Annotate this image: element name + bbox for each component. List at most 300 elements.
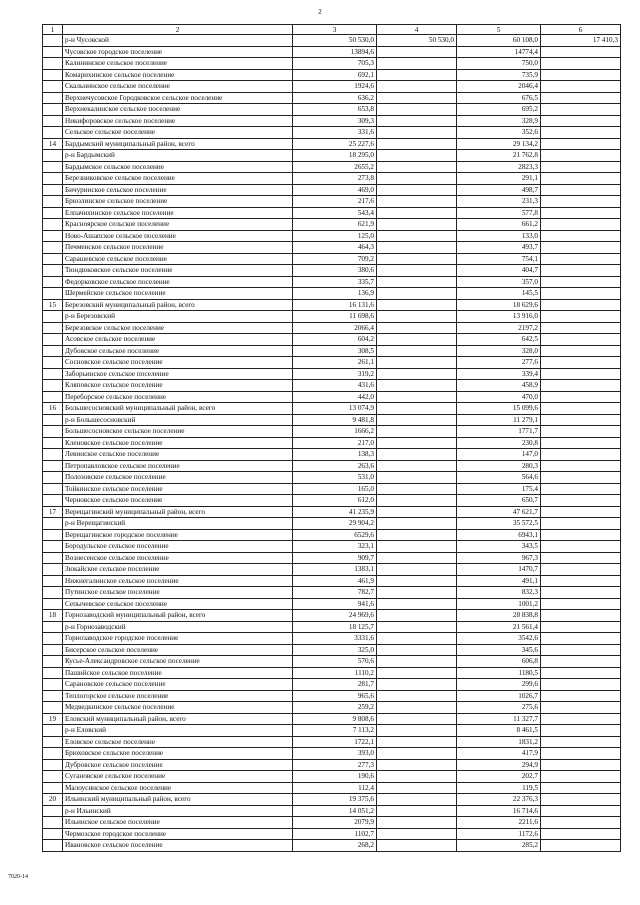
territory-name-cell: Верхнечусовское Городковское сельское поселение [63,92,293,104]
territory-name-cell: р-н Березовский [63,311,293,323]
value-col6-cell [541,230,621,242]
table-row [43,449,621,461]
value-col3-cell: 692,1 [293,69,377,81]
territory-name-cell: Сепычевское сельское поселение [63,598,293,610]
table-row [43,161,621,173]
value-col6-cell [541,426,621,438]
value-col5-cell: 291,1 [457,173,541,185]
table-row [43,598,621,610]
value-col6-cell [541,414,621,426]
value-col5-cell: 35 572,5 [457,518,541,530]
value-col5-cell: 60 108,0 [457,35,541,47]
value-col4-cell [377,46,457,58]
value-col3-cell: 9 808,6 [293,713,377,725]
territory-name-cell: р-н Бардымский [63,150,293,162]
territory-name-cell: Левинское сельское поселение [63,449,293,461]
value-col4-cell [377,322,457,334]
value-col4-cell [377,311,457,323]
value-col4-cell [377,196,457,208]
value-col3-cell: 469,0 [293,184,377,196]
value-col3-cell: 319,2 [293,368,377,380]
territory-name-cell: Сельское сельское поселение [63,127,293,139]
table-row [43,552,621,564]
value-col6-cell [541,92,621,104]
table-row [43,564,621,576]
value-col6-cell [541,345,621,357]
territory-name-cell: Комарихинское сельское поселение [63,69,293,81]
value-col4-cell [377,115,457,127]
table-row [43,207,621,219]
row-number-cell [43,575,63,587]
value-col3-cell: 461,9 [293,575,377,587]
row-number-cell [43,242,63,254]
value-col5-cell: 343,5 [457,541,541,553]
value-col6-cell [541,311,621,323]
table-row [43,702,621,714]
value-col6-cell [541,104,621,116]
table-row [43,725,621,737]
value-col6-cell [541,736,621,748]
territory-name-cell: Никифоровское сельское поселение [63,115,293,127]
value-col4-cell [377,92,457,104]
table-row [43,736,621,748]
value-col6-cell [541,621,621,633]
value-col3-cell: 125,0 [293,230,377,242]
value-col6-cell [541,115,621,127]
territory-name-cell: Переборское сельское поселение [63,391,293,403]
value-col6-cell [541,242,621,254]
value-col6-cell [541,46,621,58]
table-row [43,690,621,702]
value-col5-cell: 277,6 [457,357,541,369]
territory-name-cell: Заборьинское сельское поселение [63,368,293,380]
territory-name-cell: р-н Чусовской [63,35,293,47]
row-number-cell [43,817,63,829]
value-col3-cell: 325,0 [293,644,377,656]
value-col4-cell [377,667,457,679]
value-col6-cell [541,840,621,852]
row-number-cell [43,679,63,691]
row-number-cell [43,840,63,852]
value-col6-cell [541,276,621,288]
value-col5-cell: 16 714,6 [457,805,541,817]
territory-name-cell: Полозовское сельское поселение [63,472,293,484]
value-col5-cell: 1470,7 [457,564,541,576]
value-col6-cell [541,690,621,702]
value-col3-cell: 309,3 [293,115,377,127]
value-col5-cell: 357,0 [457,276,541,288]
value-col6-cell [541,219,621,231]
row-number-cell [43,173,63,185]
territory-name-cell: Пашийское сельское поселение [63,667,293,679]
value-col5-cell: 832,3 [457,587,541,599]
table-row [43,679,621,691]
row-number-cell [43,391,63,403]
value-col6-cell [541,265,621,277]
value-col3-cell: 2655,2 [293,161,377,173]
value-col6-cell [541,403,621,415]
row-number-cell [43,633,63,645]
value-col3-cell: 636,2 [293,92,377,104]
value-col6-cell [541,58,621,70]
value-col5-cell: 328,0 [457,345,541,357]
value-col3-cell: 442,0 [293,391,377,403]
row-number-cell: 16 [43,403,63,415]
value-col3-cell: 263,6 [293,460,377,472]
column-header: 6 [541,25,621,35]
value-col6-cell [541,173,621,185]
territory-name-cell: Ново-Ашапское сельское поселение [63,230,293,242]
value-col5-cell: 650,7 [457,495,541,507]
value-col6-cell [541,702,621,714]
value-col5-cell: 18 629,6 [457,299,541,311]
value-col6-cell [541,449,621,461]
value-col3-cell: 393,0 [293,748,377,760]
value-col4-cell [377,230,457,242]
row-number-cell [43,621,63,633]
value-col6-cell [541,127,621,139]
territory-name-cell: р-н Горнозаводский [63,621,293,633]
value-col4-cell [377,345,457,357]
territory-name-cell: Горнозаводский муниципальный район, всего [63,610,293,622]
value-col5-cell: 564,6 [457,472,541,484]
value-col4-cell [377,253,457,265]
value-col4-cell [377,679,457,691]
value-col4-cell [377,460,457,472]
value-col4-cell [377,265,457,277]
row-number-cell [43,564,63,576]
value-col6-cell [541,794,621,806]
value-col3-cell: 2066,4 [293,322,377,334]
value-col6-cell [541,541,621,553]
value-col5-cell: 606,8 [457,656,541,668]
value-col4-cell [377,495,457,507]
value-col6-cell [541,161,621,173]
value-col5-cell: 285,2 [457,840,541,852]
value-col5-cell: 2823,3 [457,161,541,173]
value-col6-cell [541,391,621,403]
value-col4-cell [377,380,457,392]
value-col5-cell: 328,9 [457,115,541,127]
value-col5-cell: 6943,1 [457,529,541,541]
table-row [43,437,621,449]
value-col5-cell: 202,7 [457,771,541,783]
table-row [43,656,621,668]
value-col4-cell [377,690,457,702]
value-col3-cell: 705,3 [293,58,377,70]
value-col4-cell [377,598,457,610]
value-col4-cell [377,104,457,116]
value-col6-cell [541,529,621,541]
value-col6-cell [541,322,621,334]
value-col3-cell: 1102,7 [293,828,377,840]
territory-name-cell: Скальнинское сельское поселение [63,81,293,93]
row-number-cell [43,656,63,668]
table-row [43,840,621,852]
row-number-cell [43,345,63,357]
table-row [43,426,621,438]
value-col4-cell [377,368,457,380]
row-number-cell: 14 [43,138,63,150]
table-row [43,230,621,242]
row-number-cell [43,196,63,208]
row-number-cell [43,771,63,783]
value-col5-cell: 299,6 [457,679,541,691]
table-row [43,495,621,507]
territory-name-cell: р-н Верещагинский [63,518,293,530]
value-col3-cell: 331,6 [293,127,377,139]
territory-name-cell: Чусовское городское поселение [63,46,293,58]
value-col6-cell [541,713,621,725]
row-number-cell [43,426,63,438]
table-row [43,610,621,622]
table-row [43,46,621,58]
territory-name-cell: Кленовское сельское поселение [63,437,293,449]
table-row [43,253,621,265]
table-row [43,196,621,208]
territory-name-cell: Асовское сельское поселение [63,334,293,346]
territory-name-cell: Кусье-Александровское сельское поселение [63,656,293,668]
value-col6-cell [541,644,621,656]
value-col6-cell [541,196,621,208]
territory-name-cell: Сосновское сельское поселение [63,357,293,369]
value-col3-cell: 1666,2 [293,426,377,438]
value-col6-cell [541,610,621,622]
table-row [43,817,621,829]
table-row [43,621,621,633]
row-number-cell [43,253,63,265]
value-col6-cell [541,81,621,93]
territory-name-cell: Ильинское сельское поселение [63,817,293,829]
value-col4-cell [377,184,457,196]
value-col3-cell: 41 235,9 [293,506,377,518]
value-col5-cell: 1180,5 [457,667,541,679]
table-row [43,138,621,150]
value-col5-cell: 1001,2 [457,598,541,610]
row-number-cell [43,449,63,461]
row-number-cell [43,265,63,277]
value-col4-cell [377,357,457,369]
value-col6-cell [541,357,621,369]
value-col3-cell: 543,4 [293,207,377,219]
territory-name-cell: Брюховское сельское поселение [63,748,293,760]
value-col6-cell [541,598,621,610]
value-col3-cell: 2079,9 [293,817,377,829]
row-number-cell [43,644,63,656]
row-number-cell [43,529,63,541]
value-col5-cell: 11 327,7 [457,713,541,725]
value-col4-cell [377,127,457,139]
value-col6-cell [541,483,621,495]
value-col5-cell: 22 376,3 [457,794,541,806]
row-number-cell [43,598,63,610]
value-col5-cell: 47 621,7 [457,506,541,518]
territory-name-cell: Красноярское сельское поселение [63,219,293,231]
value-col3-cell: 335,7 [293,276,377,288]
value-col3-cell: 273,8 [293,173,377,185]
column-header: 2 [63,25,293,35]
value-col3-cell: 464,3 [293,242,377,254]
value-col5-cell: 750,0 [457,58,541,70]
territory-name-cell: Петропавловское сельское поселение [63,460,293,472]
territory-name-cell: Сугановское сельское поселение [63,771,293,783]
territory-name-cell: Дубовское сельское поселение [63,345,293,357]
value-col4-cell [377,288,457,300]
territory-name-cell: Верещагинский муниципальный район, всего [63,506,293,518]
value-col3-cell: 50 530,0 [293,35,377,47]
territory-name-cell: Верещагинское городское поселение [63,529,293,541]
row-number-cell [43,587,63,599]
value-col5-cell: 21 561,4 [457,621,541,633]
value-col4-cell [377,276,457,288]
value-col6-cell: 17 410,3 [541,35,621,47]
column-header: 5 [457,25,541,35]
value-col5-cell: 735,9 [457,69,541,81]
territory-name-cell: Еловский муниципальный район, всего [63,713,293,725]
value-col5-cell: 21 762,8 [457,150,541,162]
value-col3-cell: 570,6 [293,656,377,668]
value-col3-cell: 9 481,8 [293,414,377,426]
row-number-cell: 19 [43,713,63,725]
territory-name-cell: Кляповское сельское поселение [63,380,293,392]
value-col3-cell: 3331,6 [293,633,377,645]
value-col5-cell: 967,3 [457,552,541,564]
table-row [43,104,621,116]
row-number-cell [43,495,63,507]
table-row [43,173,621,185]
value-col6-cell [541,460,621,472]
value-col5-cell: 230,8 [457,437,541,449]
territory-name-cell: Путинское сельское поселение [63,587,293,599]
value-col3-cell: 16 131,6 [293,299,377,311]
table-row [43,587,621,599]
value-col3-cell: 6529,6 [293,529,377,541]
value-col6-cell [541,667,621,679]
value-col5-cell: 14774,4 [457,46,541,58]
value-col5-cell: 1026,7 [457,690,541,702]
table-row [43,828,621,840]
row-number-cell [43,357,63,369]
table-row [43,748,621,760]
value-col4-cell [377,426,457,438]
value-col3-cell: 431,6 [293,380,377,392]
territory-name-cell: Березовский муниципальный район, всего [63,299,293,311]
territory-name-cell: Шермейское сельское поселение [63,288,293,300]
value-col3-cell: 380,6 [293,265,377,277]
value-col5-cell: 404,7 [457,265,541,277]
table-row [43,81,621,93]
value-col5-cell: 493,7 [457,242,541,254]
value-col5-cell: 28 838,8 [457,610,541,622]
value-col6-cell [541,69,621,81]
territory-name-cell: Печменское сельское поселение [63,242,293,254]
territory-name-cell: Сарановское сельское поселение [63,679,293,691]
value-col6-cell [541,587,621,599]
row-number-cell: 15 [43,299,63,311]
value-col4-cell [377,437,457,449]
value-col3-cell: 709,2 [293,253,377,265]
value-col5-cell: 294,9 [457,759,541,771]
table-row [43,759,621,771]
value-col3-cell: 18 295,0 [293,150,377,162]
row-number-cell [43,414,63,426]
table-row [43,150,621,162]
value-col4-cell [377,587,457,599]
row-number-cell [43,311,63,323]
value-col4-cell [377,817,457,829]
document-code: 7020-14 [8,874,28,880]
row-number-cell [43,368,63,380]
table-row [43,265,621,277]
value-col3-cell: 268,2 [293,840,377,852]
value-col3-cell: 217,0 [293,437,377,449]
value-col5-cell: 145,5 [457,288,541,300]
value-col6-cell [541,679,621,691]
value-col4-cell [377,219,457,231]
table-row [43,794,621,806]
value-col4-cell [377,564,457,576]
row-number-cell [43,725,63,737]
value-col5-cell: 11 279,1 [457,414,541,426]
row-number-cell: 17 [43,506,63,518]
value-col4-cell [377,518,457,530]
value-col3-cell: 308,5 [293,345,377,357]
territory-name-cell: Черновское сельское поселение [63,495,293,507]
table-row [43,575,621,587]
table-row [43,345,621,357]
value-col4-cell [377,69,457,81]
value-col4-cell [377,713,457,725]
table-row [43,460,621,472]
row-number-cell [43,184,63,196]
value-col5-cell: 642,5 [457,334,541,346]
row-number-cell [43,541,63,553]
table-row [43,644,621,656]
value-col5-cell: 15 099,6 [457,403,541,415]
value-col3-cell: 24 969,6 [293,610,377,622]
row-number-cell [43,276,63,288]
value-col3-cell: 621,9 [293,219,377,231]
row-number-cell [43,207,63,219]
row-number-cell [43,483,63,495]
territory-name-cell: Тюндюковское сельское поселение [63,265,293,277]
value-col5-cell: 2211,6 [457,817,541,829]
row-number-cell [43,518,63,530]
value-col5-cell: 13 916,0 [457,311,541,323]
value-col5-cell: 2197,2 [457,322,541,334]
value-col4-cell [377,334,457,346]
table-row [43,518,621,530]
table-row [43,713,621,725]
value-col4-cell [377,794,457,806]
value-col3-cell: 136,9 [293,288,377,300]
territory-name-cell: Ильинский муниципальный район, всего [63,794,293,806]
value-col6-cell [541,253,621,265]
value-col6-cell [541,552,621,564]
value-col4-cell [377,575,457,587]
row-number-cell [43,127,63,139]
value-col3-cell: 190,6 [293,771,377,783]
value-col3-cell: 1383,1 [293,564,377,576]
value-col4-cell [377,81,457,93]
value-col4-cell [377,391,457,403]
value-col5-cell: 577,8 [457,207,541,219]
value-col4-cell [377,414,457,426]
table-row [43,483,621,495]
row-number-cell [43,828,63,840]
table-row [43,529,621,541]
territory-name-cell: Бардымское сельское поселение [63,161,293,173]
